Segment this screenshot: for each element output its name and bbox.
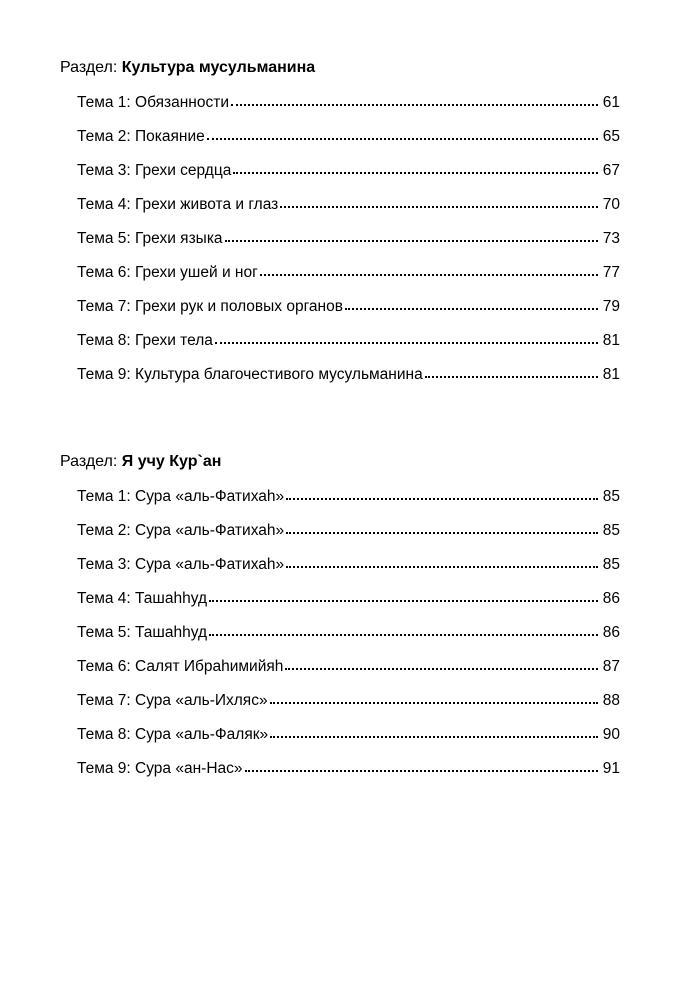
dot-leader [286,555,598,569]
toc-entry-page: 90 [602,726,620,743]
toc-entry-page: 65 [602,128,620,145]
dot-leader [280,195,598,209]
toc-entry-page: 85 [602,522,620,539]
toc-entry-label: Тема 7: Сура «аль-Ихляс» [77,692,268,709]
toc-entry[interactable] [60,724,620,758]
toc-entry-label: Тема 6: Грехи ушей и ног [77,264,258,281]
toc-entry-page: 86 [602,590,620,607]
toc-entry[interactable] [60,690,620,724]
dot-leader [233,161,598,175]
dot-leader [270,691,598,705]
dot-leader [209,623,598,637]
toc-entry-page: 86 [602,624,620,641]
toc-entry[interactable] [60,262,620,296]
toc-entry-label: Тема 9: Культура благочестивого мусульманина [77,366,423,383]
toc-entry[interactable] [60,364,620,398]
section-heading [60,451,620,473]
toc-entry-label: Тема 1: Обязанности [77,94,229,111]
toc-entry-label: Тема 5: Грехи языка [77,230,223,247]
section-heading-prefix: Раздел: [60,59,122,76]
dot-leader [285,657,598,671]
toc-entry[interactable] [60,296,620,330]
dot-leader [215,331,598,345]
dot-leader [260,263,598,277]
dot-leader [209,589,598,603]
toc-entry-page: 79 [602,298,620,315]
toc-entry[interactable] [60,330,620,364]
toc-entry-label: Тема 9: Сура «ан-Нас» [77,760,243,777]
toc-entry[interactable] [60,194,620,228]
toc-entry-label: Тема 2: Сура «аль-Фатихаһ» [77,522,285,539]
dot-leader [231,93,598,107]
toc-entry-label: Тема 4: Ташаһһуд [77,590,208,607]
toc-entry-label: Тема 3: Грехи сердца [77,162,232,179]
dot-leader [207,127,598,141]
dot-leader [286,521,598,535]
toc-list [60,92,620,398]
toc-entry-label: Тема 5: Ташаһһуд [77,624,208,641]
toc-entry[interactable] [60,486,620,520]
toc-entry-page: 67 [602,162,620,179]
toc-entry-label: Тема 2: Покаяние [77,128,205,145]
toc-entry-page: 70 [602,196,620,213]
toc-entry[interactable] [60,228,620,262]
toc-entry[interactable] [60,588,620,622]
toc-section-quran [60,451,620,792]
toc-entry-page: 81 [602,332,620,349]
toc-entry-label: Тема 6: Салят Ибраһимийяһ [77,658,284,675]
toc-entry[interactable] [60,554,620,588]
section-heading [60,57,620,79]
dot-leader [345,297,598,311]
dot-leader [245,759,599,773]
dot-leader [225,229,598,243]
toc-entry-label: Тема 1: Сура «аль-Фатихаһ» [77,488,285,505]
dot-leader [286,487,598,501]
toc-list [60,486,620,792]
toc-entry[interactable] [60,656,620,690]
toc-entry-page: 85 [602,556,620,573]
toc-entry-label: Тема 7: Грехи рук и половых органов [77,298,343,315]
toc-entry[interactable] [60,160,620,194]
section-heading-name: Культура мусульманина [121,59,316,76]
toc-entry-label: Тема 4: Грехи живота и глаз [77,196,279,213]
toc-section-culture [60,57,620,398]
dot-leader [270,725,598,739]
toc-entry-label: Тема 3: Сура «аль-Фатихаһ» [77,556,285,573]
toc-entry-page: 61 [602,94,620,111]
toc-entry-label: Тема 8: Грехи тела [77,332,213,349]
toc-entry-page: 77 [602,264,620,281]
toc-entry-page: 91 [602,760,620,777]
toc-entry[interactable] [60,520,620,554]
section-heading-name: Я учу Кур`ан [121,453,222,470]
toc-entry-page: 81 [602,366,620,383]
toc-entry[interactable] [60,758,620,792]
toc-entry-page: 87 [602,658,620,675]
section-heading-prefix: Раздел: [60,453,122,470]
toc-entry[interactable] [60,92,620,126]
toc-entry-page: 73 [602,230,620,247]
toc-entry-page: 85 [602,488,620,505]
toc-entry[interactable] [60,126,620,160]
toc-entry[interactable] [60,622,620,656]
toc-entry-label: Тема 8: Сура «аль-Фаляк» [77,726,269,743]
toc-entry-page: 88 [602,692,620,709]
dot-leader [425,365,598,379]
